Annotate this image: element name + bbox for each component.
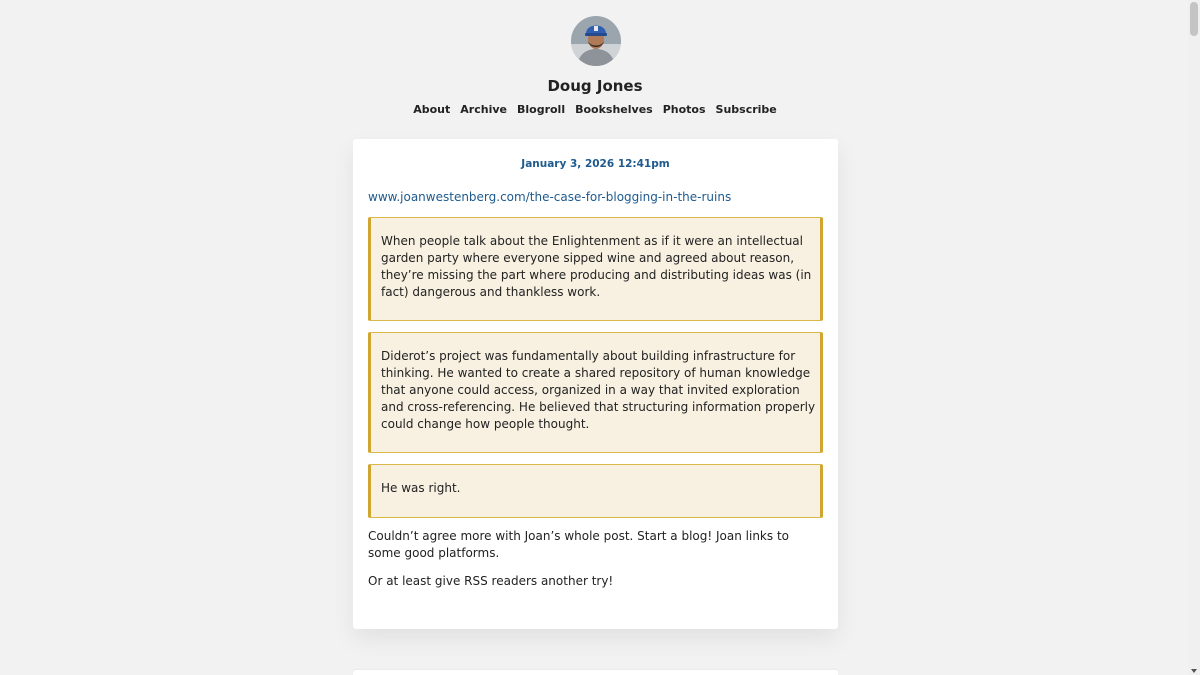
avatar[interactable] [571, 16, 621, 66]
nav-bookshelves[interactable]: Bookshelves [575, 103, 653, 116]
nav-subscribe[interactable]: Subscribe [715, 103, 777, 116]
post-paragraph: Couldn’t agree more with Joan’s whole post. Start a blog! Joan links to some good platforms. [368, 529, 789, 560]
vertical-scrollbar[interactable] [1188, 0, 1200, 675]
nav-archive[interactable]: Archive [460, 103, 507, 116]
blockquote-text: When people talk about the Enlightenment as if it were an intellectual garden party where everyone sipped wine and agreed about reason, they’re missing the part where producing and distributing ideas was (in fact) dangerous and thankless work. [381, 234, 812, 299]
nav-blogroll[interactable]: Blogroll [516, 103, 566, 116]
next-post-card [353, 670, 838, 675]
main-nav [0, 103, 1190, 116]
post-external-link[interactable]: www.joanwestenberg.com/the-case-for-blogging-in-the-ruins [368, 190, 732, 204]
blockquote-1 [368, 217, 823, 321]
scroll-down-arrow-icon[interactable] [1191, 669, 1197, 673]
post-paragraph: Or at least give RSS readers another try! [368, 574, 614, 588]
scrollbar-thumb[interactable] [1190, 2, 1198, 36]
nav-photos[interactable]: Photos [662, 103, 706, 116]
nav-about[interactable]: About [413, 103, 451, 116]
blockquote-2 [368, 332, 823, 453]
post-date-link[interactable]: January 3, 2026 12:41pm [521, 158, 670, 170]
site-title[interactable]: Doug Jones [547, 77, 643, 95]
avatar-photo-icon [571, 16, 621, 66]
blockquote-text: Diderot’s project was fundamentally about building infrastructure for thinking. He wanted to create a shared repository of human knowledge that anyone could access, organized in a way that invited exploration and cross-referencing. He believed that structuring information properly could change how people thought. [381, 349, 816, 431]
blockquote-text: He was right. [381, 481, 461, 495]
blockquote-3 [368, 464, 823, 518]
